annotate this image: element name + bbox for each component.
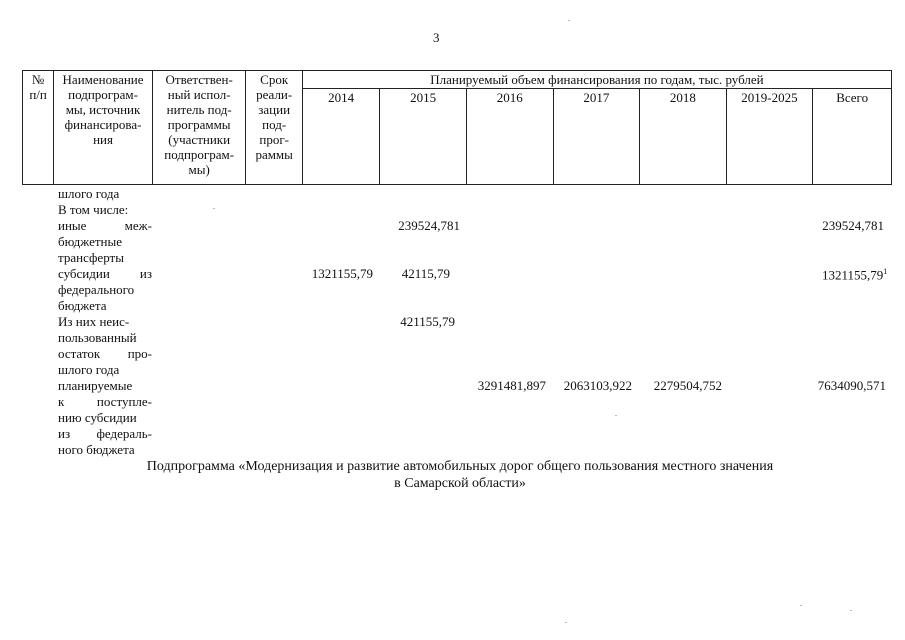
row-label-line: Из них неис- <box>58 314 130 329</box>
financing-table-header <box>22 70 892 185</box>
row-label-line: трансферты <box>58 250 124 265</box>
col-term-header: Срок реали- зации под- прог- раммы <box>246 71 302 185</box>
year-header-2015: 2015 <box>380 89 467 185</box>
cell-2014: 1321155,79 <box>311 266 373 281</box>
row-label-line: планируемые <box>58 378 133 393</box>
cell-2015: 421155,79 <box>400 314 455 329</box>
row-label-line: из федераль- <box>58 426 152 441</box>
year-header-2019-2025: 2019-2025 <box>726 89 813 185</box>
row-label-line: шлого года <box>58 186 120 201</box>
scan-speck <box>565 622 567 623</box>
scan-speck <box>800 605 802 606</box>
year-header-2014: 2014 <box>302 89 380 185</box>
row-label-line: бюджетные <box>58 234 123 249</box>
scan-speck <box>615 415 617 416</box>
year-header-2016: 2016 <box>466 89 553 185</box>
row-label-line: бюджета <box>58 298 107 313</box>
scan-speck <box>568 20 570 21</box>
col-no-header: № п/п <box>23 71 54 185</box>
cell-total: 7634090,571 <box>817 378 886 393</box>
footnote-mark: 1 <box>883 267 888 276</box>
row-label-line: иные меж- <box>58 218 152 233</box>
row-label-line: пользованный <box>58 330 137 345</box>
year-header-2018: 2018 <box>640 89 727 185</box>
year-header-2017: 2017 <box>553 89 640 185</box>
scan-speck <box>213 208 215 209</box>
page-number: 3 <box>433 30 440 45</box>
subprogram-title: Подпрограмма «Модернизация и развитие автомобильных дорог общего пользования местного значения в Самарской области» <box>146 459 774 491</box>
scan-speck <box>850 610 852 611</box>
cell-2015: 42115,79 <box>401 266 450 281</box>
cell-total: 1321155,79$^1$ <box>822 267 888 283</box>
row-label-line: шлого года <box>58 362 120 377</box>
cell-2015: 239524,781 <box>398 218 460 233</box>
row-label-line: к поступле- <box>58 394 152 409</box>
col-responsible-header: Ответствен- ный испол- нитель под- программы (участники подпрограм- мы) <box>152 71 246 185</box>
row-label-line: субсидии из <box>58 266 152 281</box>
row-label-line: нию субсидии <box>58 410 137 425</box>
row-label-line: федерального <box>58 282 135 297</box>
cell-2018: 2279504,752 <box>653 378 722 393</box>
financing-group-header: Планируемый объем финансирования по годам, тыс. рублей <box>302 71 891 89</box>
cell-total: 239524,781 <box>822 218 884 233</box>
row-label-line: остаток про- <box>58 346 152 361</box>
cell-2016: 3291481,897 <box>477 378 546 393</box>
row-label-line: В том числе: <box>58 202 129 217</box>
total-header: Всего <box>813 89 892 185</box>
cell-2017: 2063103,922 <box>563 378 632 393</box>
col-name-header: Наименование подпрограм- мы, источник финансирова- ния <box>54 71 153 185</box>
row-label-line: ного бюджета <box>58 442 135 457</box>
